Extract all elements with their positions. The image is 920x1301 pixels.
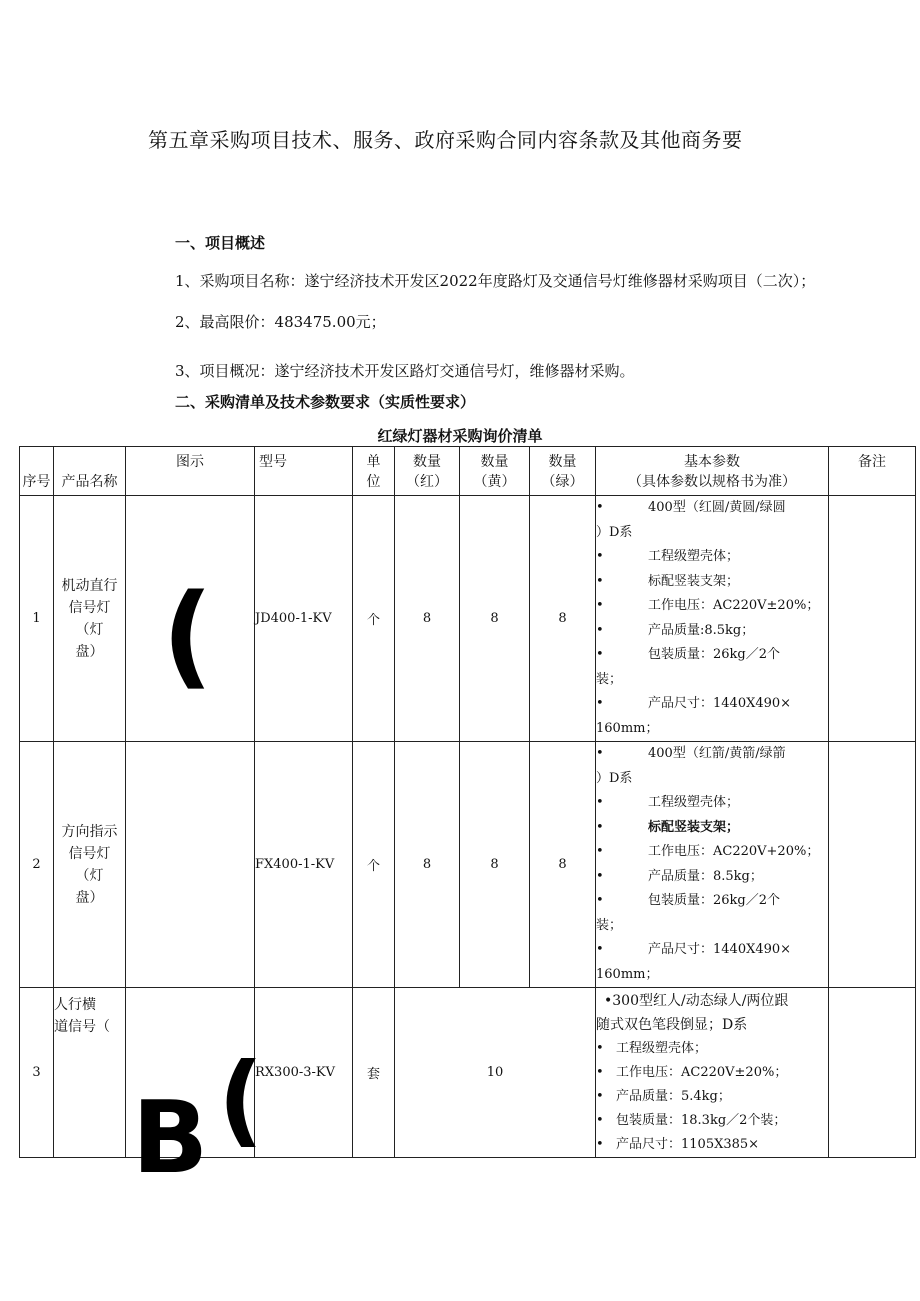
row-image: [126, 496, 255, 742]
project-name-item: 1、采购项目名称：遂宁经济技术开发区2022年度路灯及交通信号灯维修器材采购项目（二次）；: [175, 272, 816, 290]
page-title: 第五章采购项目技术、服务、政府采购合同内容条款及其他商务要: [148, 128, 743, 152]
row-qty: 10: [395, 988, 596, 1158]
row-qty-red: 8: [395, 742, 460, 988]
price-limit-item: 2、最高限价：483475.00元；: [175, 313, 386, 331]
row-seq: 2: [20, 742, 54, 988]
row-qty-green: 8: [530, 742, 596, 988]
pedestrian-light-image-2: (: [218, 1041, 264, 1158]
procurement-table: [19, 446, 916, 1196]
header-name: 产品名称: [54, 447, 126, 496]
row-qty-yellow: 8: [460, 496, 530, 742]
header-seq: 序号: [20, 447, 54, 496]
row-image: [126, 988, 264, 1196]
row-qty-green: 8: [530, 496, 596, 742]
project-overview-item: 3、项目概况：遂宁经济技术开发区路灯交通信号灯，维修器材采购。: [175, 362, 635, 380]
table-row: [20, 742, 916, 988]
row-params: • 400型（红箭/黄箭/绿箭 ）D系 • 工程级塑壳体； • 标配竖装支架； • 工作电压：AC220V+20%； • 产品质量：8.5kg； • 包装质量：26kg／2个 装； • 产品尺寸：1440X490× 160mm；: [596, 742, 829, 988]
header-qty-green: 数量 （绿）: [530, 447, 596, 496]
row-model: JD400-1-KV: [255, 496, 353, 742]
row-note: [829, 496, 916, 742]
row-product-name: 人行横 道信号（: [54, 988, 126, 1158]
header-unit: 单 位: [353, 447, 395, 496]
row-model: FX400-1-KV: [255, 742, 353, 988]
row-unit: 个: [353, 496, 395, 742]
header-params: 基本参数 （具体参数以规格书为准）: [596, 447, 829, 496]
row-qty-red: 8: [395, 496, 460, 742]
row-params: • 400型（红圆/黄圆/绿圆 ）D系 • 工程级塑壳体； • 标配竖装支架； • 工作电压：AC220V±20%； • 产品质量:8.5kg； • 包装质量：26kg／2个 装； • 产品尺寸：1440X490× 160mm；: [596, 496, 829, 742]
row-product-name: 方向指示 信号灯 （灯 盘）: [54, 742, 126, 988]
section-2-heading: 二、采购清单及技术参数要求（实质性要求）: [175, 393, 476, 411]
row-model: RX300-3-KV: [255, 988, 353, 1158]
pedestrian-light-image: B: [132, 1079, 209, 1196]
row-params: •300型红人/动态绿人/两位跟 随式双色笔段倒显；D系 • 工程级塑壳体； • 工作电压：AC220V±20%； • 产品质量：5.4kg； • 包装质量：18.3kg／2个装； • 产品尺寸：1105X385×: [596, 988, 829, 1158]
row-note: [829, 742, 916, 988]
header-qty-red: 数量 （红）: [395, 447, 460, 496]
table-title: 红绿灯器材采购询价清单: [377, 427, 543, 445]
table-header-row: [20, 447, 916, 496]
table-row: [20, 496, 916, 742]
section-1-heading: 一、项目概述: [175, 234, 266, 252]
row-unit: 套: [353, 988, 395, 1158]
header-note: 备注: [829, 447, 916, 496]
row-note: [829, 988, 916, 1158]
row-image: [126, 742, 255, 988]
header-qty-yellow: 数量 （黄）: [460, 447, 530, 496]
traffic-light-image: (: [162, 571, 214, 701]
table-row: [20, 988, 916, 1158]
row-unit: 个: [353, 742, 395, 988]
row-product-name: 机动直行 信号灯 （灯 盘）: [54, 496, 126, 742]
row-seq: 1: [20, 496, 54, 742]
header-image: 图示: [126, 447, 255, 496]
row-seq: 3: [20, 988, 54, 1158]
row-qty-yellow: 8: [460, 742, 530, 988]
header-model: 型号: [255, 447, 353, 496]
